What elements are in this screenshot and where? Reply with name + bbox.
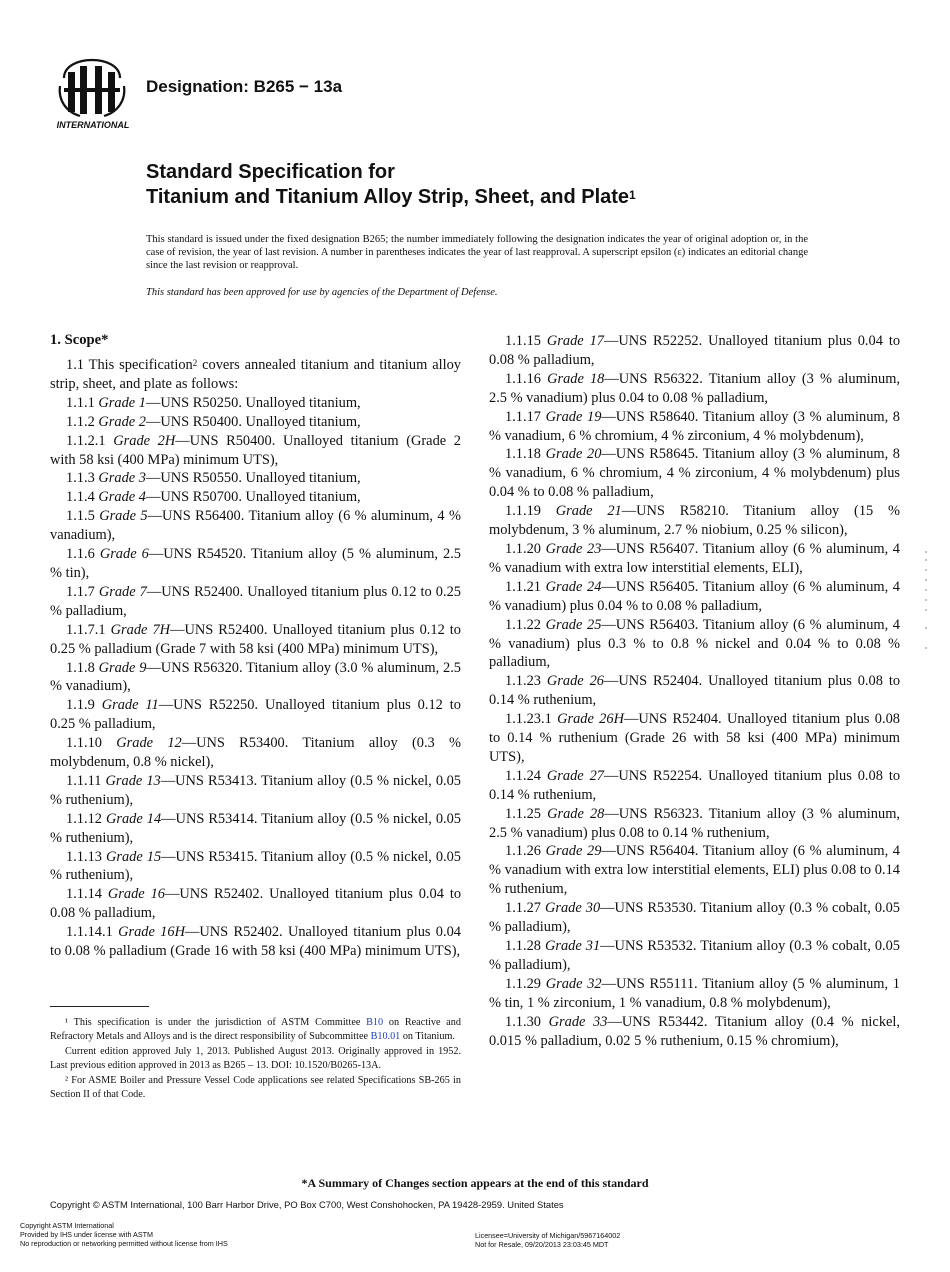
issuance-text: This standard is issued under the fixed designation B265; the number immediately following the designation indicates the year of original adoption or, in the case of revision, the year of last revision. A number in parentheses indicates the year of last reapproval. A superscript epsilon (ε) indicates an editorial change since the last revision or reapproval.	[146, 234, 808, 271]
grade-name: Grade 28	[547, 805, 605, 822]
grade-description: —UNS R56320. Titanium alloy (3.0 % aluminum, 2.5 % vanadium),	[50, 659, 461, 695]
license-notice-left	[20, 1221, 228, 1248]
grade-item	[50, 734, 461, 772]
grade-description: —UNS R53532. Titanium alloy (0.3 % cobalt, 0.05 % palladium),	[489, 938, 900, 973]
current-edition-note: Current edition approved July 1, 2013. Published August 2013. Originally approved in 1952. Last previous edition approved in 2013 as B265 – 13. DOI: 10.1520/B0265-13A.	[50, 1046, 461, 1071]
grade-item	[489, 540, 900, 578]
clause-number: 1.1.23	[505, 673, 547, 690]
clause-number: 1.1.7.1	[66, 621, 111, 638]
clause-number: 1.1.28	[505, 938, 545, 954]
grade-item	[489, 445, 900, 502]
grade-description: —UNS R52402. Unalloyed titanium plus 0.04 to 0.08 % palladium (Grade 16 with 58 ksi (400 MPa) minimum UTS),	[50, 924, 461, 960]
grade-description: —UNS R53400. Titanium alloy (0.3 % molybdenum, 0.8 % nickel),	[50, 735, 462, 771]
grade-name: Grade 2H	[113, 432, 176, 449]
grade-description: —UNS R50400. Unalloyed titanium,	[145, 413, 361, 430]
grade-description: —UNS R53414. Titanium alloy (0.5 % nickel, 0.05 % ruthenium),	[50, 810, 461, 846]
grade-description: —UNS R53413. Titanium alloy (0.5 % nickel, 0.05 % ruthenium),	[50, 772, 462, 808]
clause-number: 1.1.27	[505, 900, 545, 917]
grade-name: Grade 26	[546, 673, 604, 690]
footnotes	[50, 1016, 461, 1103]
grade-item	[489, 616, 900, 673]
clause-number: 1.1.3	[66, 470, 99, 487]
footnote-divider	[50, 1006, 149, 1007]
grade-name: Grade 29	[545, 843, 602, 860]
grade-name: Grade 5	[99, 508, 148, 525]
astm-logo	[50, 56, 136, 132]
grade-item	[489, 937, 900, 975]
title-footnote-mark: 1	[629, 188, 636, 202]
grade-item	[50, 659, 461, 697]
left-column	[50, 330, 461, 961]
dod-approval-note: This standard has been approved for use by agencies of the Department of Defense.	[146, 287, 498, 298]
clause-number: 1.1.25	[505, 805, 548, 822]
license-notice-right	[475, 1231, 620, 1249]
grade-description: —UNS R56404. Titanium alloy (6 % aluminum, 4 % vanadium with extra low interstitial elements, ELI) plus 0.08 to 0.14 % ruthenium,	[489, 843, 901, 898]
paragraph-1-1: 1.1 This specification$^2$ covers annealed titanium and titanium alloy strip, sheet, and plate as follows:	[50, 357, 462, 392]
grade-name: Grade 16	[107, 886, 165, 903]
grade-item	[50, 621, 461, 659]
grade-name: Grade 18	[547, 370, 605, 387]
grade-description: —UNS R58640. Titanium alloy (3 % aluminum, 8 % vanadium, 6 % chromium, 4 % zirconium, 4 % molybdenum),	[489, 408, 901, 444]
grade-name: Grade 6	[99, 546, 149, 563]
grade-item	[489, 767, 900, 805]
grade-item	[489, 899, 900, 937]
grade-description: —UNS R55111. Titanium alloy (5 % aluminum, 1 % tin, 1 % zirconium, 1 % vanadium, 0.8 % molybdenum),	[489, 975, 900, 1011]
clause-number: 1.1.18	[505, 446, 546, 463]
grade-item	[50, 696, 461, 734]
grade-item	[50, 469, 461, 488]
license-line: No reproduction or networking permitted without license from IHS	[20, 1239, 228, 1248]
grade-item	[489, 842, 900, 899]
resale-line: Not for Resale, 09/20/2013 23:03:45 MDT	[475, 1240, 609, 1249]
grade-name: Grade 9	[98, 659, 147, 676]
grade-description: —UNS R52402. Unalloyed titanium plus 0.04 to 0.08 % palladium,	[50, 886, 462, 922]
clause-number: 1.1.23.1	[505, 711, 558, 728]
clause-number: 1.1.8	[66, 659, 99, 676]
link-b10-01[interactable]: B10.01	[370, 1030, 401, 1042]
grade-description: —UNS R54520. Titanium alloy (5 % aluminum, 2.5 % tin),	[50, 546, 461, 581]
clause-number: 1.1.17	[505, 408, 546, 425]
grade-item	[489, 805, 900, 843]
clause-number: 1.1.29	[505, 975, 546, 992]
grade-description: —UNS R52404. Unalloyed titanium plus 0.08 to 0.14 % ruthenium (Grade 26 with 58 ksi (400 MPa) minimum UTS),	[489, 711, 900, 765]
grade-name: Grade 12	[116, 735, 182, 752]
clause-number: 1.1.19	[505, 503, 556, 520]
grade-name: Grade 20	[545, 446, 602, 463]
grade-name: Grade 7H	[110, 621, 171, 638]
grade-item	[489, 975, 900, 1013]
grade-item	[489, 502, 900, 540]
grade-description: —UNS R53442. Titanium alloy (0.4 % nickel, 0.015 % palladium, 0.02 5 % ruthenium, 0.15 % chromium),	[489, 1013, 900, 1049]
clause-number: 1.1.11	[66, 772, 106, 789]
clause-number: 1.1.15	[505, 333, 547, 349]
grade-description: —UNS R52252. Unalloyed titanium plus 0.04 to 0.08 % palladium,	[489, 333, 901, 368]
clause-number: 1.1.7	[66, 583, 99, 600]
grade-description: —UNS R53415. Titanium alloy (0.5 % nickel, 0.05 % ruthenium),	[50, 848, 461, 884]
grade-item	[489, 1013, 900, 1051]
grade-item	[50, 488, 461, 507]
link-b10[interactable]: B10	[366, 1017, 384, 1028]
grade-description: —UNS R52400. Unalloyed titanium plus 0.12 to 0.25 % palladium,	[50, 583, 461, 619]
grade-item	[50, 507, 461, 545]
grade-description: —UNS R52400. Unalloyed titanium plus 0.12 to 0.25 % palladium (Grade 7 with 58 ksi (400 MPa) minimum UTS),	[50, 621, 462, 657]
grade-item	[489, 370, 900, 408]
grade-item	[50, 545, 461, 583]
grade-item	[50, 810, 461, 848]
grade-name: Grade 17	[546, 333, 604, 349]
grade-item	[489, 408, 900, 446]
grade-description: —UNS R56405. Titanium alloy (6 % aluminum, 4 % vanadium) plus 0.04 % to 0.08 % palladium,	[489, 578, 901, 614]
grade-list-left	[50, 394, 461, 961]
grade-name: Grade 26H	[557, 711, 624, 728]
grade-list-right	[489, 332, 900, 1050]
grade-description: —UNS R56403. Titanium alloy (6 % aluminum, 4 % vanadium) plus 0.3 % to 0.8 % nickel and 0.04 % to 0.08 % palladium,	[489, 616, 901, 671]
clause-number: 1.1.4	[66, 489, 99, 506]
grade-description: —UNS R50550. Unalloyed titanium,	[145, 470, 361, 487]
clause-number: 1.1.9	[66, 697, 102, 714]
section-heading: 1. Scope*	[50, 332, 109, 348]
clause-number: 1.1.14.1	[66, 924, 119, 941]
footnote-1: ¹ This specification is under the jurisdiction of ASTM Committee B10 on Reactive and Refractory Metals and Alloys and is the direct responsibility of Subcommittee B10.01 on Titanium.	[50, 1017, 461, 1042]
clause-number: 1.1.12	[66, 810, 106, 827]
grade-description: —UNS R56407. Titanium alloy (6 % aluminum, 4 % vanadium with extra low interstitial elements, ELI),	[489, 540, 901, 576]
grade-name: Grade 25	[545, 616, 602, 633]
issuance-note	[146, 233, 808, 272]
grade-item	[50, 583, 461, 621]
clause-number: 1.1.21	[505, 578, 546, 595]
grade-item	[489, 578, 900, 616]
document-title	[146, 160, 906, 210]
grade-description: —UNS R56322. Titanium alloy (3 % aluminum, 2.5 % vanadium) plus 0.04 to 0.08 % palladium,	[489, 370, 900, 406]
grade-description: —UNS R52404. Unalloyed titanium plus 0.08 to 0.14 % ruthenium,	[489, 673, 901, 709]
grade-name: Grade 4	[98, 489, 146, 506]
grade-item	[50, 394, 461, 413]
license-line: Copyright ASTM International	[20, 1221, 114, 1230]
clause-number: 1.1.13	[66, 848, 106, 865]
margin-dots	[923, 548, 929, 658]
grade-item	[50, 885, 461, 923]
clause-number: 1.1.14	[66, 886, 108, 903]
clause-number: 1.1.20	[505, 540, 546, 557]
grade-name: Grade 23	[545, 540, 602, 557]
grade-name: Grade 24	[545, 578, 602, 595]
grade-name: Grade 19	[545, 408, 602, 425]
clause-number: 1.1.2	[66, 413, 99, 430]
clause-number: 1.1.10	[66, 735, 117, 752]
clause-number: 1.1.1	[66, 394, 99, 411]
grade-name: Grade 1	[98, 394, 146, 411]
footnote-ref-2: 2	[192, 358, 198, 368]
clause-number: 1.1.16	[505, 370, 548, 387]
grade-description: —UNS R56323. Titanium alloy (3 % aluminum, 2.5 % vanadium) plus 0.08 to 0.14 % ruthenium,	[489, 805, 900, 841]
grade-name: Grade 33	[548, 1013, 608, 1030]
grade-description: —UNS R50250. Unalloyed titanium,	[145, 394, 361, 411]
grade-description: —UNS R58645. Titanium alloy (3 % aluminum, 8 % vanadium, 6 % chromium, 4 % zirconium, 4 % molybdenum) plus 0.04 % to 0.08 % palladium,	[489, 446, 901, 501]
grade-description: —UNS R52254. Unalloyed titanium plus 0.08 to 0.14 % ruthenium,	[489, 767, 901, 803]
clause-number: 1.1.22	[505, 616, 546, 633]
grade-name: Grade 30	[544, 900, 601, 917]
licensee-line: Licensee=University of Michigan/5967164002	[475, 1231, 621, 1240]
grade-item	[50, 923, 461, 961]
grade-name: Grade 27	[546, 767, 604, 784]
summary-of-changes-note: *A Summary of Changes section appears at the end of this standard	[301, 1176, 649, 1190]
title-line-2: Titanium and Titanium Alloy Strip, Sheet, and Plate$^1$	[146, 186, 636, 208]
right-column	[489, 332, 900, 1050]
grade-item	[50, 848, 461, 886]
logo-wordmark: INTERNATIONAL	[56, 120, 130, 130]
grade-item	[50, 413, 461, 432]
copyright-line: Copyright © ASTM International, 100 Barr Harbor Drive, PO Box C700, West Conshohocken, PA 19428-2959. United States	[50, 1199, 564, 1210]
grade-item	[489, 332, 900, 370]
clause-number: 1.1.30	[505, 1013, 549, 1030]
grade-name: Grade 7	[98, 583, 147, 600]
title-line-1: Standard Specification for	[146, 161, 395, 183]
grade-name: Grade 3	[98, 470, 146, 487]
clause-number: 1.1.24	[505, 767, 547, 784]
grade-name: Grade 11	[101, 697, 159, 714]
grade-name: Grade 32	[545, 975, 602, 992]
grade-name: Grade 15	[105, 848, 162, 865]
grade-item	[50, 432, 461, 470]
grade-item	[489, 672, 900, 710]
footnote-2: ² For ASME Boiler and Pressure Vessel Code applications see related Specifications SB-265 in Section II of that Code.	[50, 1075, 461, 1100]
grade-name: Grade 14	[105, 810, 162, 827]
grade-item	[489, 710, 900, 767]
grade-description: —UNS R50700. Unalloyed titanium,	[145, 489, 361, 506]
grade-name: Grade 31	[544, 938, 601, 954]
grade-name: Grade 21	[555, 503, 622, 520]
clause-number: 1.1.26	[505, 843, 546, 860]
clause-number: 1.1.2.1	[66, 432, 114, 449]
clause-number: 1.1.6	[66, 546, 100, 563]
license-line: Provided by IHS under license with ASTM	[20, 1230, 154, 1239]
grade-description: —UNS R53530. Titanium alloy (0.3 % cobalt, 0.05 % palladium),	[489, 900, 900, 936]
grade-name: Grade 16H	[118, 924, 185, 941]
grade-name: Grade 13	[105, 772, 161, 789]
grade-name: Grade 2	[98, 413, 146, 430]
grade-description: —UNS R50400. Unalloyed titanium (Grade 2 with 58 ksi (400 MPa) minimum UTS),	[50, 432, 462, 468]
grade-item	[50, 772, 461, 810]
grade-description: —UNS R52250. Unalloyed titanium plus 0.12 to 0.25 % palladium,	[50, 697, 461, 733]
grade-description: —UNS R56400. Titanium alloy (6 % aluminum, 4 % vanadium),	[50, 508, 461, 544]
designation: Designation: B265 − 13a	[146, 77, 343, 96]
grade-description: —UNS R58210. Titanium alloy (15 % molybdenum, 3 % aluminum, 2.7 % niobium, 0.25 % silicon),	[489, 503, 901, 539]
clause-number: 1.1.5	[66, 508, 100, 525]
